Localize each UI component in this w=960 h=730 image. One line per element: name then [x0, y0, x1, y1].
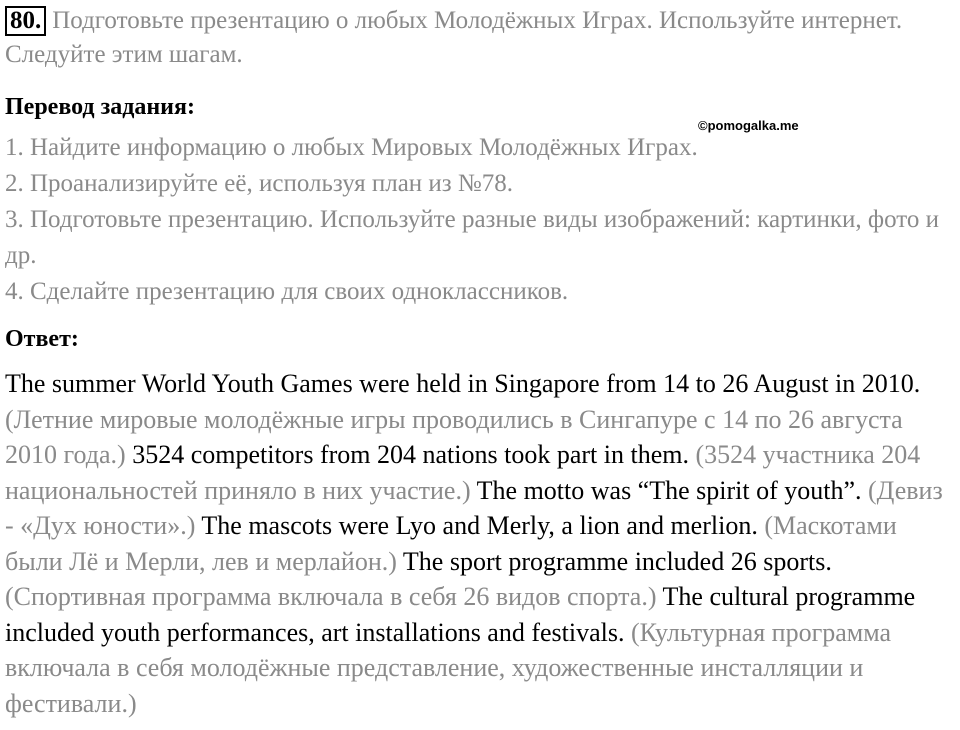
answer-segment-ru: (Культурная программа включала в себя молодёжные представление, художественные инсталляции и фестивали.) [5, 617, 892, 718]
document-page [5, 4, 955, 721]
answer-segment-en: The cultural programme included youth performances, art installations and festivals. [5, 582, 916, 647]
answer-segment-en: The motto was “The spirit of youth”. [476, 475, 869, 505]
watermark: ©pomogalka.me [698, 118, 799, 133]
answer-text [5, 366, 955, 721]
answer-segment-ru: (Спортивная программа включала в себя 26 видов спорта.) [5, 582, 663, 611]
answer-segment-en: The mascots were Lyo and Merly, a lion and merlion. [201, 511, 765, 540]
answer-segment-ru: (3524 участника 204 национальностей приняло в них участие.) [5, 440, 921, 505]
answer-segment-ru: (Маскотами были Лё и Мерли, лев и мерлайон.) [5, 511, 897, 576]
answer-segment-ru: (Девиз - «Дух юности».) [5, 475, 943, 540]
task-statement [5, 4, 955, 72]
translation-step-3: 3. Подготовьте презентацию. Используйте разные виды изображений: картинки, фото и др. [5, 206, 940, 269]
answer-heading: Ответ: [5, 326, 79, 352]
translation-step-1: 1. Найдите информацию о любых Мировых Молодёжных Играх. [5, 134, 698, 161]
answer-segment-en: The sport programme included 26 sports. [402, 546, 832, 576]
task-number: 80. [5, 6, 46, 36]
translation-steps [5, 130, 955, 310]
translation-step-4: 4. Сделайте презентацию для своих одноклассников. [5, 278, 569, 305]
answer-segment-en: 3524 competitors from 204 nations took part in them. [132, 440, 696, 469]
task-text: Подготовьте презентацию о любых Молодёжных Играх. Используйте интернет. Следуйте этим шагам. [5, 7, 903, 68]
translation-step-2: 2. Проанализируйте её, используя план из №78. [5, 170, 514, 197]
translation-heading: Перевод задания: [5, 94, 195, 120]
answer-segment-en: The summer World Youth Games were held in Singapore from 14 to 26 August in 2010. [5, 369, 921, 398]
answer-segment-ru: (Летние мировые молодёжные игры проводились в Сингапуре с 14 по 26 августа 2010 года.) [5, 404, 903, 469]
